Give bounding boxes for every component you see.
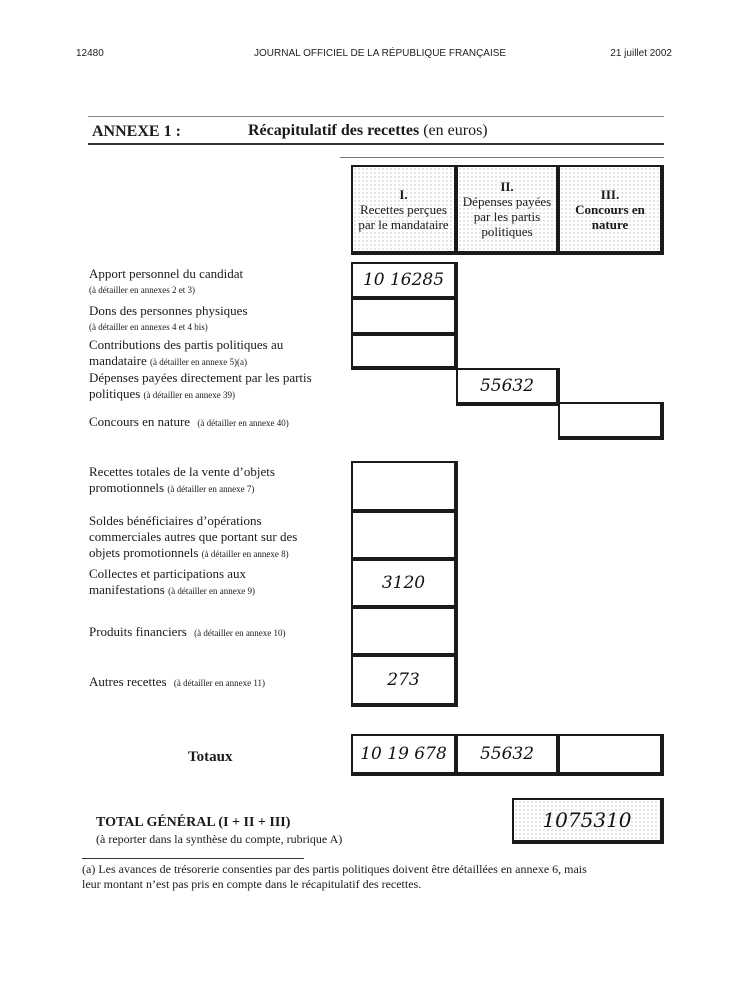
column-I-text [355,187,452,232]
row-label-contributions [89,337,283,370]
collectes-cell: 3120 [351,559,458,609]
soldes-label-line3: objets promotionnels [89,545,199,560]
concours-label: Concours en nature [89,414,191,429]
ventes-note: (à détailler en annexe 7) [167,484,255,494]
total-general-label: TOTAL GÉNÉRAL (I + II + III) [96,815,291,830]
apport-label: Apport personnel du candidat [89,266,244,281]
soldes-cell [351,511,458,561]
dons-label: Dons des personnes physiques [89,303,248,318]
row-label-soldes [89,513,297,562]
soldes-note: (à détailler en annexe 8) [201,549,289,559]
footnote [82,862,587,892]
annex-label: ANNEXE 1 : [92,123,181,140]
footnote-line2: leur montant n’est pas pris en compte dans le récapitulatif des recettes. [82,877,422,891]
concours-note: (à détailler en annexe 40) [197,418,289,428]
autres-cell: 273 [351,655,458,707]
concours-cell [558,402,664,440]
collectes-note: (à détailler en annexe 9) [168,586,256,596]
depenses-cell: 55632 [456,368,560,406]
row-label-dons [89,303,248,335]
contributions-label-line1: Contributions des partis politiques au [89,337,284,352]
row-label-concours [89,414,289,431]
column-header-depenses [456,165,560,255]
financiers-label: Produits financiers [89,624,187,639]
autres-label: Autres recettes [89,674,167,689]
total-general-cell: 1075310 [512,798,664,844]
issue-date: 21 juillet 2002 [610,48,672,59]
column-II-number: II. [500,179,514,194]
column-III-number: III. [600,186,620,202]
collectes-label-line1: Collectes et participations aux [89,566,247,581]
soldes-label-line2: commerciales autres que portant sur des [89,529,298,544]
depenses-label-line2: politiques [89,386,141,401]
annex-title [248,122,488,140]
financiers-note: (à détailler en annexe 10) [194,628,286,638]
contributions-label-line2: mandataire [89,353,147,368]
row-label-financiers [89,624,286,641]
footnote-line1: (a) Les avances de trésorerie consenties par des partis politiques doivent être détaillées en annexe 6, mais [82,862,587,876]
totaux-label: Totaux [188,749,233,765]
column-III-label: Concours en nature [575,201,645,232]
column-I-label: Recettes perçues par le mandataire [358,201,449,232]
row-label-depenses [89,370,312,403]
contributions-cell [351,334,458,370]
ventes-cell [351,461,458,513]
journal-title: JOURNAL OFFICIEL DE LA RÉPUBLIQUE FRANÇAISE [254,48,507,59]
depenses-label-line1: Dépenses payées directement par les partis [89,370,312,385]
column-header-concours [558,165,664,255]
depenses-note: (à détailler en annexe 39) [143,390,235,400]
column-II-text [460,179,554,239]
column-I-number: I. [399,186,408,202]
column-III-text [562,187,658,232]
ventes-label-line2: promotionnels [89,480,165,495]
soldes-label-line1: Soldes bénéficiaires d’opérations [89,513,262,528]
financiers-cell [351,607,458,657]
autres-note: (à détailler en annexe 11) [173,678,265,688]
total-general-note: (à reporter dans la synthèse du compte, rubrique A) [96,832,343,846]
annex-title-main: Récapitulatif des recettes [248,122,420,139]
apport-cell: 10 16285 [351,262,458,300]
column-II-label: Dépenses payées par les partis politiques [462,194,552,239]
totaux-cell-I: 10 19 678 [351,734,458,776]
totaux-cell-III [558,734,664,776]
dons-note: (à détailler en annexes 4 et 4 bis) [89,322,208,332]
contributions-note: (à détailler en annexe 5)(a) [150,357,247,367]
row-label-collectes [89,566,255,599]
totaux-cell-II: 55632 [456,734,560,776]
apport-note: (à détailler en annexes 2 et 3) [89,285,195,295]
row-label-apport [89,266,243,298]
annex-title-unit: (en euros) [423,122,488,139]
dons-cell [351,298,458,336]
row-label-autres [89,674,265,691]
ventes-label-line1: Recettes totales de la vente d’objets [89,464,275,479]
row-label-ventes [89,464,275,497]
page-number: 12480 [76,48,104,59]
collectes-label-line2: manifestations [89,582,165,597]
column-header-recettes [351,165,458,255]
